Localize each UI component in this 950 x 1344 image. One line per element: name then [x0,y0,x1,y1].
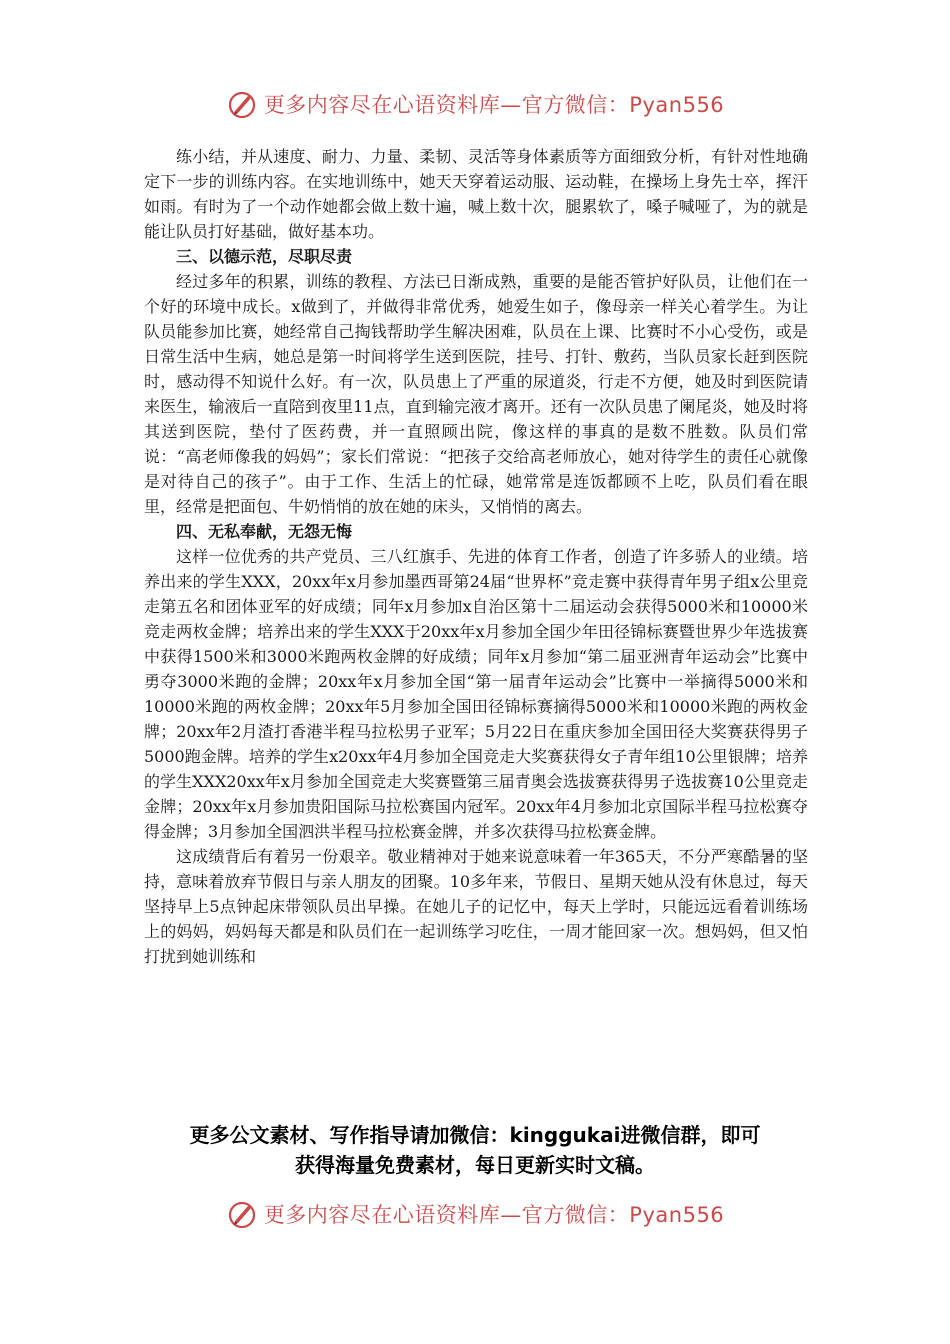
paragraph: 经过多年的积累，训练的教程、方法已日渐成熟，重要的是能否管护好队员，让他们在一个好的环境中成长。x做到了，并做得非常优秀，她爱生如子，像母亲一样关心着学生。为让队员能参加比赛，她经常自己掏钱帮助学生解决困难，队员在上课、比赛时不小心受伤，或是日常生活中生病，她总是第一时间将学生送到医院，挂号、打针、敷药，当队员家长赶到医院时，感动得不知说什么好。有一次，队员患上了严重的尿道炎，行走不方便，她及时到医院请来医生，输液后一直陪到夜里11点，直到输完液才离开。还有一次队员患了阑尾炎，她及时将其送到医院，垫付了医药费，并一直照顾出院，像这样的事真的是数不胜数。队员们常说：“高老师像我的妈妈”；家长们常说：“把孩子交给高老师放心，她对待学生的责任心就像是对待自己的孩子”。由于工作、生活上的忙碌，她常常是连饭都顾不上吃，队员们看在眼里，经常是把面包、牛奶悄悄的放在她的床头，又悄悄的离去。 [144,272,808,516]
header-watermark [0,86,950,122]
section-heading: 四、无私奉献，无怨无悔 [176,522,353,541]
paragraph: 这样一位优秀的共产党员、三八红旗手、先进的体育工作者，创造了许多骄人的业绩。培养出来的学生XXX，20xx年x月参加墨西哥第24届“世界杯”竞走赛中获得青年男子组x公里竞走第五名和团体亚军的好成绩；同年x月参加x自治区第十二届运动会获得5000米和10000米竞走两枚金牌；培养出来的学生XXX于20xx年x月参加全国少年田径锦标赛暨世界少年选拔赛中获得1500米和3000米跑两枚金牌的好成绩；同年x月参加“第二届亚洲青年运动会”比赛中勇夺3000米跑的金牌；20xx年x月参加全国“第一届青年运动会”比赛中一举摘得5000米和10000米跑的两枚金牌；20xx年5月参加全国田径锦标赛摘得5000米和10000米跑的两枚金牌；20xx年2月渣打香港半程马拉松男子亚军；5月22日在重庆参加全国田径大奖赛获得男子5000跑金牌。培养的学生x20xx年4月参加全国竞走大奖赛获得女子青年组10公里银牌；培养的学生XXX20xx年x月参加全国竞走大奖赛暨第三届青奥会选拔赛获得男子选拔赛10公里竞走金牌；20xx年x月参加贵阳国际马拉松赛国内冠军。20xx年4月参加北京国际半程马拉松赛夺得金牌；3月参加全国泗洪半程马拉松赛金牌，并多次获得马拉松赛金牌。 [144,547,808,841]
header-watermark-text: 更多内容尽在心语资料库—官方微信：Pyan556 [263,93,725,117]
paragraph: 练小结，并从速度、耐力、力量、柔韧、灵活等身体素质等方面细致分析，有针对性地确定下一步的训练内容。在实地训练中，她天天穿着运动服、运动鞋，在操场上身先士卒，挥汗如雨。有时为了一个动作她都会做上数十遍，喊上数十次，腿累软了，嗓子喊哑了，为的就是能让队员打好基础，做好基本功。 [144,147,808,241]
paragraph: 这成绩背后有着另一份艰辛。敬业精神对于她来说意味着一年365天，不分严寒酷暑的坚持，意味着放弃节假日与亲人朋友的团聚。10多年来，节假日、星期天她从没有休息过，每天坚持早上5点钟起床带领队员出早操。在她儿子的记忆中，每天上学时，只能远远看着训练场上的妈妈，妈妈每天都是和队员们在一起训练学习吃住，一周才能回家一次。想妈妈，但又怕打扰到她训练和 [144,847,808,966]
promo-line: 获得海量免费素材，每日更新实时文稿。 [295,1153,655,1177]
pen-swirl-logo-icon [226,1198,258,1230]
footer-watermark-text: 更多内容尽在心语资料库—官方微信：Pyan556 [263,1203,725,1227]
document-body [144,144,808,969]
section-heading: 三、以德示范，尽职尽责 [176,247,353,266]
pen-swirl-logo-icon [226,88,258,120]
promo-line: 更多公文素材、写作指导请加微信：kinggukai进微信群，即可 [189,1123,761,1147]
footer-watermark [0,1196,950,1232]
promo-notice [140,1120,810,1180]
